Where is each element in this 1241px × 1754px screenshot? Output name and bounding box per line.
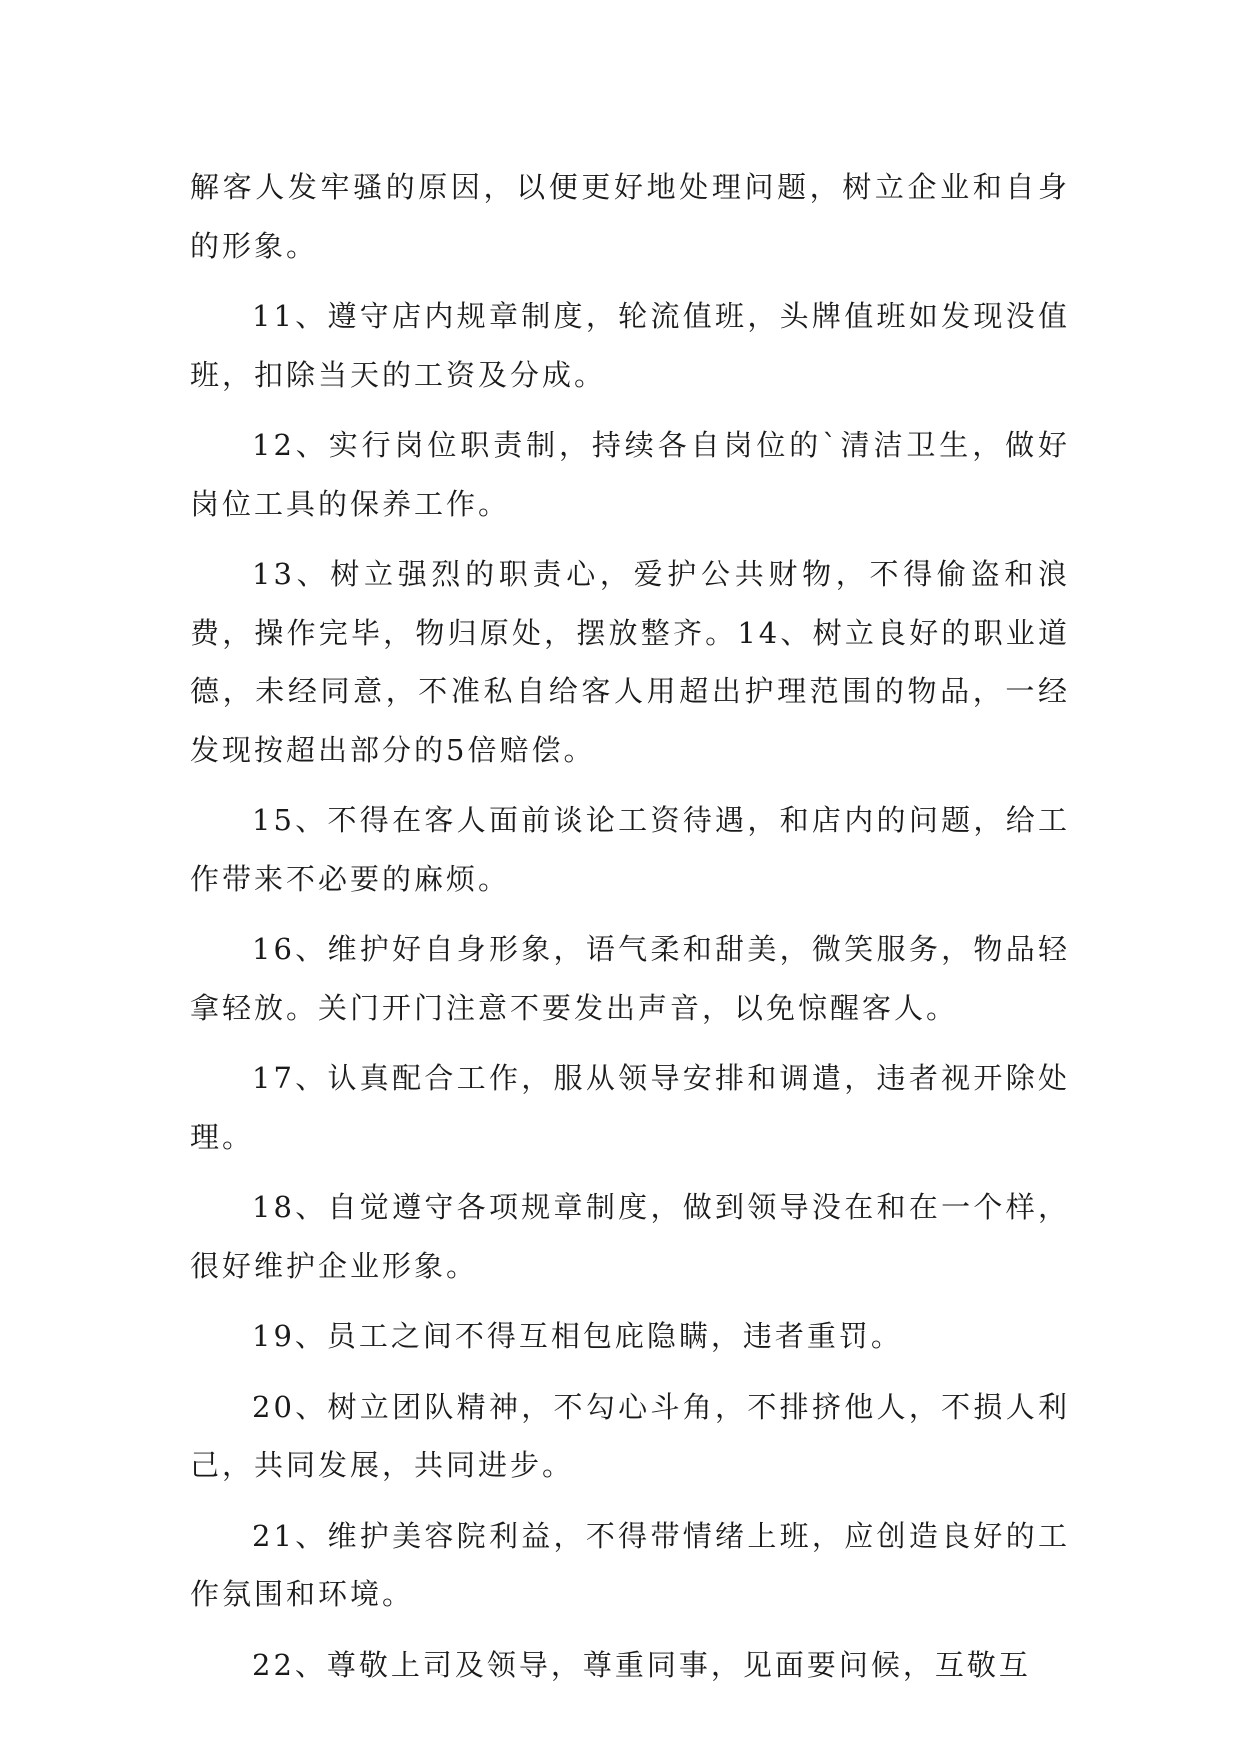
paragraph-intro-continuation: 解客人发牢骚的原因，以便更好地处理问题，树立企业和自身的形象。 [190, 170, 1070, 263]
paragraph-rule-11: 11、遵守店内规章制度，轮流值班，头牌值班如发现没值班，扣除当天的工资及分成。 [190, 299, 1070, 392]
paragraph-rule-19: 19、员工之间不得互相包庇隐瞒，违者重罚。 [252, 1319, 903, 1353]
paragraph-rule-21: 21、维护美容院利益，不得带情绪上班，应创造良好的工作氛围和环境。 [190, 1518, 1070, 1611]
paragraph-rule-17: 17、认真配合工作，服从领导安排和调遣，违者视开除处理。 [190, 1061, 1070, 1154]
paragraph-rule-20: 20、树立团队精神，不勾心斗角，不排挤他人，不损人利己，共同发展，共同进步。 [190, 1389, 1070, 1482]
paragraph-rule-16: 16、维护好自身形象，语气柔和甜美，微笑服务，物品轻拿轻放。关门开门注意不要发出声音，以免惊醒客人。 [190, 932, 1070, 1025]
paragraph-rule-18: 18、自觉遵守各项规章制度，做到领导没在和在一个样，很好维护企业形象。 [190, 1190, 1070, 1283]
paragraph-rule-12: 12、实行岗位职责制，持续各自岗位的`清洁卫生，做好岗位工具的保养工作。 [190, 428, 1070, 521]
paragraph-rule-15: 15、不得在客人面前谈论工资待遇，和店内的问题，给工作带来不必要的麻烦。 [190, 803, 1070, 896]
document-body [190, 158, 1070, 1706]
paragraph-rule-13-14: 13、树立强烈的职责心，爱护公共财物，不得偷盗和浪费，操作完毕，物归原处，摆放整齐。14、树立良好的职业道德，未经同意，不准私自给客人用超出护理范围的物品，一经发现按超出部分的5倍赔偿。 [190, 557, 1070, 767]
paragraph-rule-22: 22、尊敬上司及领导，尊重同事，见面要问候，互敬互 [252, 1647, 1031, 1682]
